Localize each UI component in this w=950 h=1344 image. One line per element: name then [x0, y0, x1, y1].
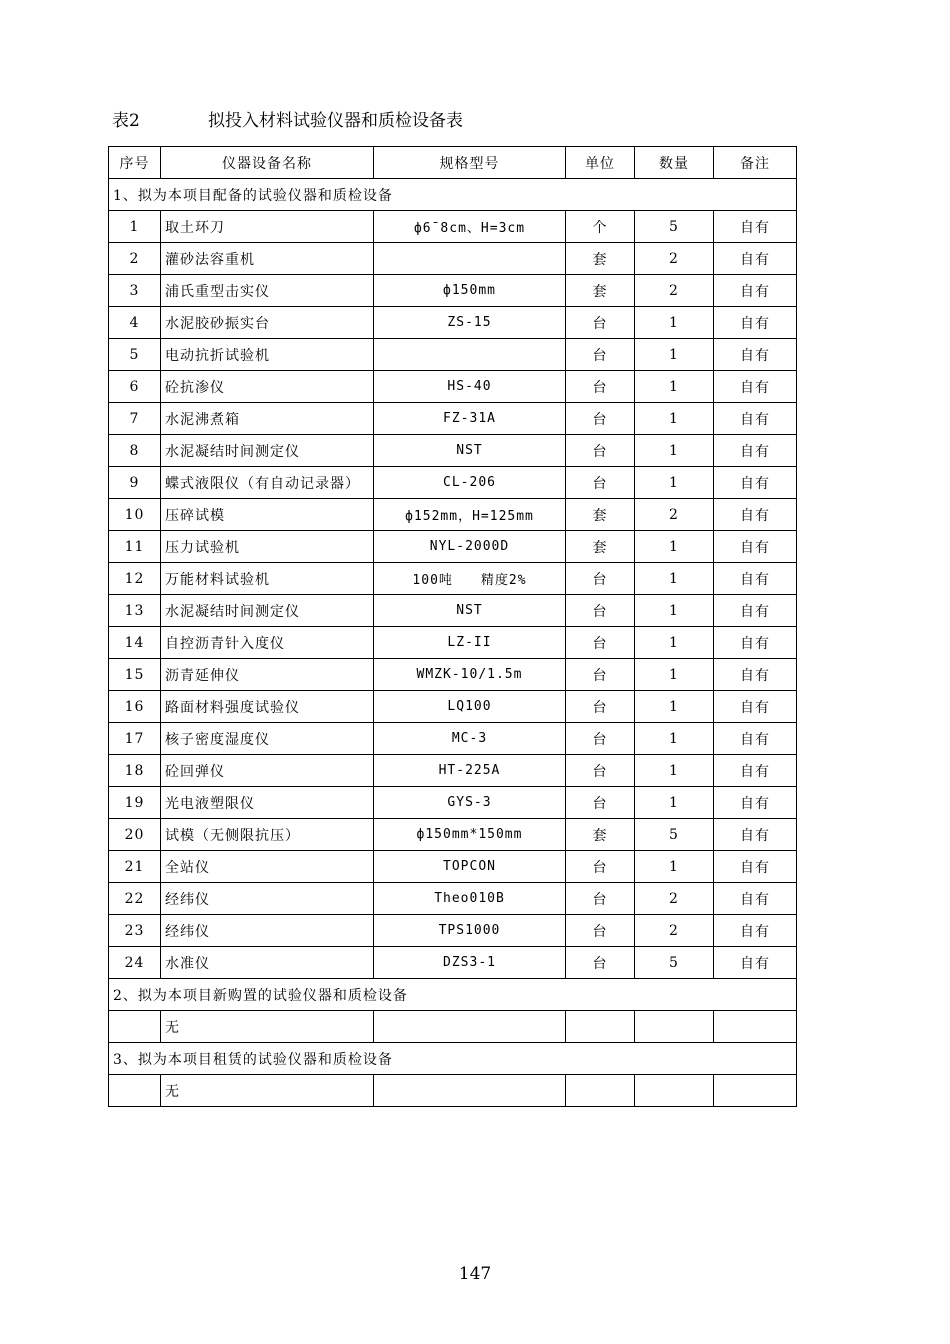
remark-cell: 自有 [714, 659, 797, 691]
table-row [109, 883, 797, 915]
equipment-name-cell: 蝶式液限仪（有自动记录器） [161, 467, 374, 499]
equipment-name-cell: 沥青延伸仪 [161, 659, 374, 691]
remark-cell: 自有 [714, 339, 797, 371]
row-number-cell: 4 [109, 307, 161, 339]
spec-model-cell: NST [374, 595, 566, 627]
remark-cell [714, 1011, 797, 1043]
table-row [109, 1011, 797, 1043]
row-number-cell: 12 [109, 563, 161, 595]
equipment-name-cell: 水泥沸煮箱 [161, 403, 374, 435]
unit-cell: 台 [566, 339, 635, 371]
unit-cell: 台 [566, 595, 635, 627]
row-number-cell: 19 [109, 787, 161, 819]
spec-model-cell: Theo010B [374, 883, 566, 915]
remark-cell: 自有 [714, 723, 797, 755]
remark-cell: 自有 [714, 595, 797, 627]
quantity-cell: 2 [635, 883, 714, 915]
table-row [109, 1075, 797, 1107]
table-row [109, 723, 797, 755]
quantity-cell: 1 [635, 531, 714, 563]
spec-model-cell: NYL-2000D [374, 531, 566, 563]
unit-cell [566, 1075, 635, 1107]
remark-cell [714, 1075, 797, 1107]
spec-model-cell: 100吨 精度2% [374, 563, 566, 595]
spec-model-cell: CL-206 [374, 467, 566, 499]
equipment-name-cell: 经纬仪 [161, 915, 374, 947]
equipment-name-cell: 路面材料强度试验仪 [161, 691, 374, 723]
header-qty: 数量 [635, 147, 714, 179]
unit-cell: 套 [566, 531, 635, 563]
table-row [109, 339, 797, 371]
table-row [109, 243, 797, 275]
unit-cell: 台 [566, 659, 635, 691]
header-spec: 规格型号 [374, 147, 566, 179]
quantity-cell: 1 [635, 659, 714, 691]
unit-cell: 台 [566, 467, 635, 499]
quantity-cell: 2 [635, 915, 714, 947]
remark-cell: 自有 [714, 435, 797, 467]
table-row [109, 371, 797, 403]
unit-cell: 套 [566, 243, 635, 275]
table-row [109, 499, 797, 531]
unit-cell: 台 [566, 403, 635, 435]
equipment-name-cell: 砼回弹仪 [161, 755, 374, 787]
section-row [109, 1043, 797, 1075]
equipment-name-cell: 全站仪 [161, 851, 374, 883]
remark-cell: 自有 [714, 819, 797, 851]
row-number-cell: 10 [109, 499, 161, 531]
table-row [109, 851, 797, 883]
unit-cell: 台 [566, 371, 635, 403]
equipment-name-cell: 光电液塑限仪 [161, 787, 374, 819]
spec-model-cell: TPS1000 [374, 915, 566, 947]
quantity-cell [635, 1011, 714, 1043]
remark-cell: 自有 [714, 275, 797, 307]
remark-cell: 自有 [714, 467, 797, 499]
spec-model-cell: LQ100 [374, 691, 566, 723]
row-number-cell: 6 [109, 371, 161, 403]
quantity-cell: 1 [635, 851, 714, 883]
header-note: 备注 [714, 147, 797, 179]
equipment-name-cell: 砼抗渗仪 [161, 371, 374, 403]
table-row [109, 819, 797, 851]
table-row [109, 659, 797, 691]
unit-cell: 台 [566, 563, 635, 595]
quantity-cell: 1 [635, 755, 714, 787]
spec-model-cell: TOPCON [374, 851, 566, 883]
spec-model-cell: WMZK-10/1.5m [374, 659, 566, 691]
row-number-cell: 15 [109, 659, 161, 691]
equipment-name-cell: 水泥凝结时间测定仪 [161, 595, 374, 627]
table-row [109, 307, 797, 339]
table-row [109, 595, 797, 627]
row-number-cell: 17 [109, 723, 161, 755]
remark-cell: 自有 [714, 307, 797, 339]
table-caption [112, 106, 463, 131]
row-number-cell: 14 [109, 627, 161, 659]
table-row [109, 787, 797, 819]
table-row [109, 947, 797, 979]
remark-cell: 自有 [714, 403, 797, 435]
equipment-name-cell: 经纬仪 [161, 883, 374, 915]
spec-model-cell: ф150mm [374, 275, 566, 307]
row-number-cell: 21 [109, 851, 161, 883]
quantity-cell: 1 [635, 723, 714, 755]
quantity-cell [635, 1075, 714, 1107]
equipment-name-cell: 核子密度湿度仪 [161, 723, 374, 755]
remark-cell: 自有 [714, 883, 797, 915]
unit-cell: 套 [566, 819, 635, 851]
remark-cell: 自有 [714, 563, 797, 595]
remark-cell: 自有 [714, 851, 797, 883]
unit-cell: 台 [566, 851, 635, 883]
table-row [109, 467, 797, 499]
row-number-cell: 5 [109, 339, 161, 371]
header-name: 仪器设备名称 [161, 147, 374, 179]
quantity-cell: 1 [635, 435, 714, 467]
table-row [109, 531, 797, 563]
row-number-cell [109, 1075, 161, 1107]
remark-cell: 自有 [714, 211, 797, 243]
quantity-cell: 1 [635, 595, 714, 627]
quantity-cell: 1 [635, 307, 714, 339]
table-row [109, 691, 797, 723]
spec-model-cell: ф6¯8cm、H=3cm [374, 211, 566, 243]
spec-model-cell: DZS3-1 [374, 947, 566, 979]
spec-model-cell: GYS-3 [374, 787, 566, 819]
spec-model-cell: HT-225A [374, 755, 566, 787]
equipment-name-cell: 试模（无侧限抗压） [161, 819, 374, 851]
equipment-name-cell: 灌砂法容重机 [161, 243, 374, 275]
row-number-cell: 7 [109, 403, 161, 435]
row-number-cell: 18 [109, 755, 161, 787]
spec-model-cell [374, 339, 566, 371]
equipment-table [108, 146, 797, 1107]
quantity-cell: 5 [635, 819, 714, 851]
section-title: 3、拟为本项目租赁的试验仪器和质检设备 [109, 1043, 797, 1075]
row-number-cell: 2 [109, 243, 161, 275]
unit-cell: 台 [566, 723, 635, 755]
unit-cell: 台 [566, 947, 635, 979]
section-title: 2、拟为本项目新购置的试验仪器和质检设备 [109, 979, 797, 1011]
unit-cell: 台 [566, 307, 635, 339]
quantity-cell: 2 [635, 243, 714, 275]
remark-cell: 自有 [714, 691, 797, 723]
remark-cell: 自有 [714, 915, 797, 947]
quantity-cell: 5 [635, 947, 714, 979]
equipment-name-cell: 无 [161, 1075, 374, 1107]
row-number-cell: 22 [109, 883, 161, 915]
row-number-cell: 8 [109, 435, 161, 467]
unit-cell: 台 [566, 691, 635, 723]
spec-model-cell [374, 1011, 566, 1043]
equipment-name-cell: 压力试验机 [161, 531, 374, 563]
quantity-cell: 1 [635, 787, 714, 819]
quantity-cell: 1 [635, 627, 714, 659]
table-row [109, 403, 797, 435]
spec-model-cell: FZ-31A [374, 403, 566, 435]
equipment-name-cell: 自控沥青针入度仪 [161, 627, 374, 659]
table-row [109, 915, 797, 947]
equipment-name-cell: 无 [161, 1011, 374, 1043]
unit-cell: 台 [566, 915, 635, 947]
equipment-name-cell: 取土环刀 [161, 211, 374, 243]
row-number-cell: 3 [109, 275, 161, 307]
header-no: 序号 [109, 147, 161, 179]
remark-cell: 自有 [714, 787, 797, 819]
unit-cell [566, 1011, 635, 1043]
remark-cell: 自有 [714, 371, 797, 403]
remark-cell: 自有 [714, 243, 797, 275]
quantity-cell: 2 [635, 275, 714, 307]
row-number-cell: 16 [109, 691, 161, 723]
quantity-cell: 5 [635, 211, 714, 243]
table-title: 拟投入材料试验仪器和质检设备表 [208, 111, 463, 131]
row-number-cell: 20 [109, 819, 161, 851]
unit-cell: 台 [566, 435, 635, 467]
row-number-cell [109, 1011, 161, 1043]
header-unit: 单位 [566, 147, 635, 179]
quantity-cell: 1 [635, 563, 714, 595]
quantity-cell: 1 [635, 403, 714, 435]
equipment-name-cell: 万能材料试验机 [161, 563, 374, 595]
row-number-cell: 11 [109, 531, 161, 563]
unit-cell: 台 [566, 627, 635, 659]
unit-cell: 套 [566, 275, 635, 307]
spec-model-cell: LZ-II [374, 627, 566, 659]
quantity-cell: 1 [635, 371, 714, 403]
row-number-cell: 24 [109, 947, 161, 979]
table-row [109, 435, 797, 467]
row-number-cell: 23 [109, 915, 161, 947]
spec-model-cell: ф150mm*150mm [374, 819, 566, 851]
row-number-cell: 9 [109, 467, 161, 499]
spec-model-cell: ф152mm，H=125mm [374, 499, 566, 531]
equipment-name-cell: 电动抗折试验机 [161, 339, 374, 371]
section-title: 1、拟为本项目配备的试验仪器和质检设备 [109, 179, 797, 211]
remark-cell: 自有 [714, 627, 797, 659]
unit-cell: 套 [566, 499, 635, 531]
spec-model-cell: HS-40 [374, 371, 566, 403]
header-row [109, 147, 797, 179]
unit-cell: 个 [566, 211, 635, 243]
table-row [109, 563, 797, 595]
spec-model-cell [374, 243, 566, 275]
equipment-name-cell: 水泥凝结时间测定仪 [161, 435, 374, 467]
equipment-name-cell: 压碎试模 [161, 499, 374, 531]
spec-model-cell: ZS-15 [374, 307, 566, 339]
table-row [109, 211, 797, 243]
spec-model-cell: MC-3 [374, 723, 566, 755]
section-row [109, 179, 797, 211]
equipment-name-cell: 水泥胶砂振实台 [161, 307, 374, 339]
quantity-cell: 1 [635, 467, 714, 499]
remark-cell: 自有 [714, 499, 797, 531]
page-number: 147 [458, 1264, 492, 1284]
equipment-name-cell: 浦氏重型击实仪 [161, 275, 374, 307]
equipment-name-cell: 水准仪 [161, 947, 374, 979]
unit-cell: 台 [566, 755, 635, 787]
table-row [109, 627, 797, 659]
row-number-cell: 13 [109, 595, 161, 627]
table-row [109, 275, 797, 307]
unit-cell: 台 [566, 883, 635, 915]
quantity-cell: 1 [635, 339, 714, 371]
spec-model-cell: NST [374, 435, 566, 467]
quantity-cell: 1 [635, 691, 714, 723]
section-row [109, 979, 797, 1011]
row-number-cell: 1 [109, 211, 161, 243]
table-number: 表2 [112, 111, 140, 131]
remark-cell: 自有 [714, 947, 797, 979]
table-row [109, 755, 797, 787]
spec-model-cell [374, 1075, 566, 1107]
unit-cell: 台 [566, 787, 635, 819]
quantity-cell: 2 [635, 499, 714, 531]
remark-cell: 自有 [714, 755, 797, 787]
remark-cell: 自有 [714, 531, 797, 563]
